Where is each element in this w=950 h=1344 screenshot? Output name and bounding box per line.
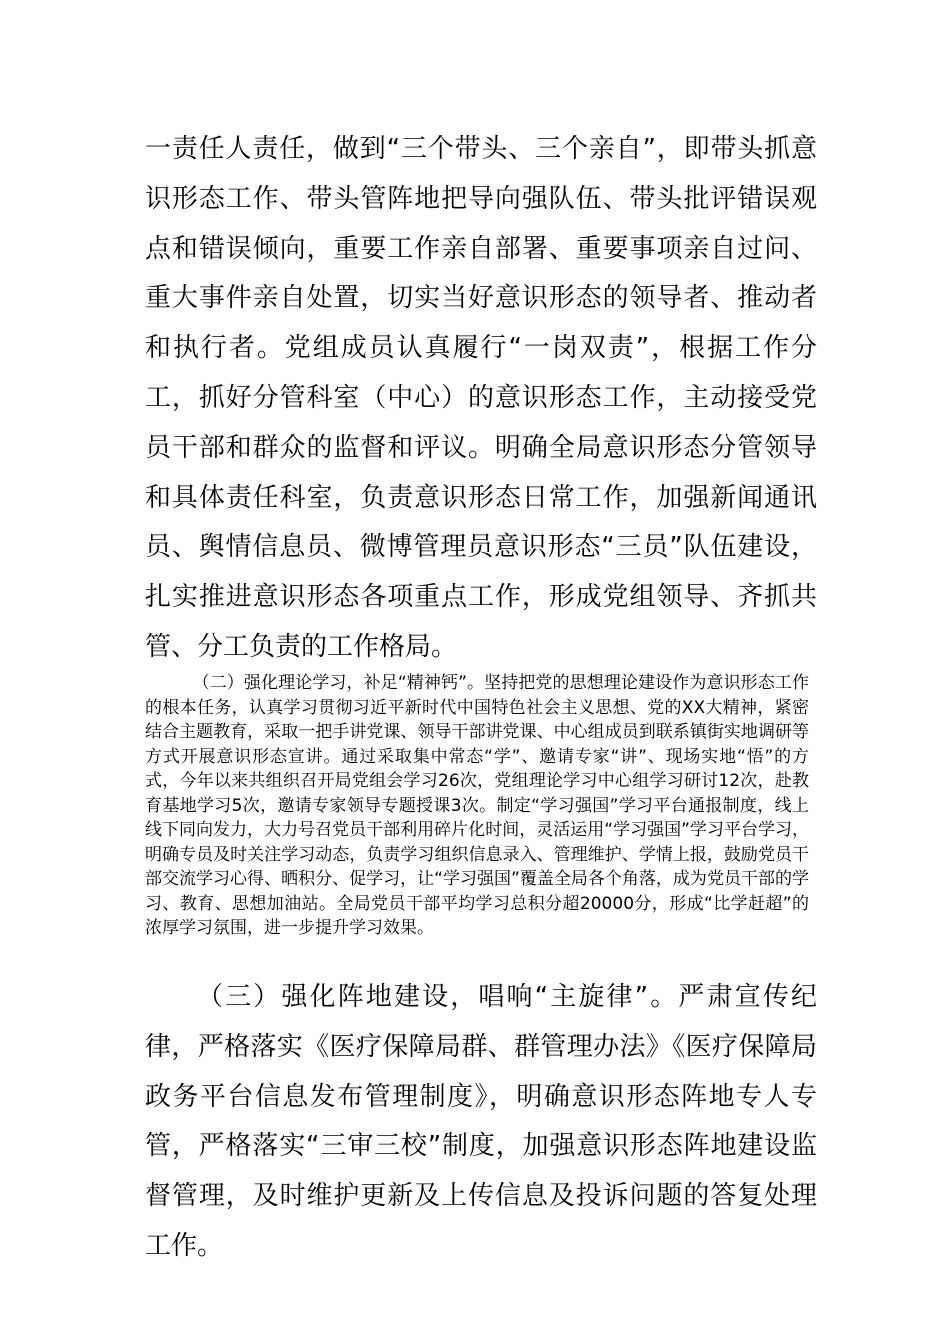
- paragraph-position-building: （三）强化阵地建设，唱响“主旋律”。严肃宣传纪律，严格落实《医疗保障局群、群管理办法》《医疗保障局政务平台信息发布管理制度》，明确意识形态阵地专人专管，严格落实“三审三校”制度，加强意识形态阵地建设监督管理，及时维护更新及上传信息及投诉问题的答复处理工作。: [145, 982, 817, 1261]
- paragraph-theory-study: （二）强化理论学习，补足“精神钙”。坚持把党的思想理论建设作为意识形态工作的根本任务，认真学习贯彻习近平新时代中国特色社会主义思想、党的XX大精神，紧密结合主题教育，采取一把手讲党课、领导干部讲党课、中心组成员到联系镇街实地调研等方式开展意识形态宣讲。通过采取集中常态“学”、邀请专家“讲”、现场实地“悟”的方式，今年以来共组织召开局党组会学习26次，党组理论学习中心组学习研讨12次，赴教育基地学习5次，邀请专家领导专题授课3次。制定“学习强国”学习平台通报制度，线上线下同向发力，大力号召党员干部利用碎片化时间，灵活运用“学习强国”学习平台学习，明确专员及时关注学习动态，负责学习组织信息录入、管理维护、学情上报，鼓励党员干部交流学习心得、晒积分、促学习，让“学习强国”覆盖全局各个角落，成为党员干部的学习、教育、思想加油站。全局党员干部平均学习总积分超20000分，形成“比学赶超”的浓厚学习氛围，进一步提升学习效果。: [145, 673, 809, 938]
- paragraph-responsibility: 一责任人责任，做到“三个带头、三个亲自”，即带头抓意识形态工作、带头管阵地把导向强队伍、带头批评错误观点和错误倾向，重要工作亲自部署、重要事项亲自过问、重大事件亲自处置，切实当好意识形态的领导者、推动者和执行者。党组成员认真履行“一岗双责”，根据工作分工，抓好分管科室（中心）的意识形态工作，主动接受党员干部和群众的监督和评议。明确全局意识形态分管领导和具体责任科室，负责意识形态日常工作，加强新闻通讯员、舆情信息员、微博管理员意识形态“三员”队伍建设，扎实推进意识形态各项重点工作，形成党组领导、齐抓共管、分工负责的工作格局。: [145, 134, 817, 662]
